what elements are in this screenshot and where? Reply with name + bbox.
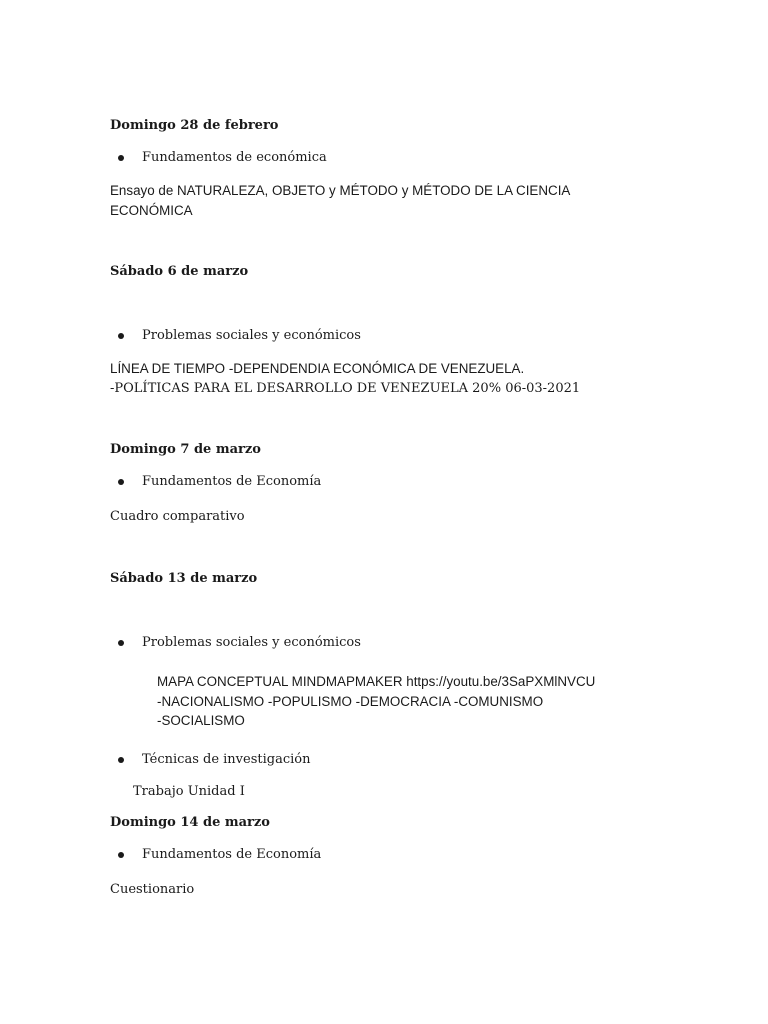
task-line: -SOCIALISMO (157, 713, 245, 728)
task-line: Ensayo de NATURALEZA, OBJETO y MÉTODO y MÉTODO DE LA CIENCIA (110, 183, 571, 198)
task-line: -NACIONALISMO -POPULISMO -DEMOCRACIA -COMUNISMO (157, 693, 544, 709)
bullet-icon (118, 333, 124, 339)
bullet-icon (118, 852, 124, 858)
task-line: LÍNEA DE TIEMPO -DEPENDENDIA ECONÓMICA DE VENEZUELA. (110, 361, 525, 376)
date-heading: Sábado 6 de marzo (110, 264, 249, 279)
task-description (110, 181, 570, 220)
subject-label: Técnicas de investigación (142, 752, 311, 767)
task-line: -POLÍTICAS PARA EL DESARROLLO DE VENEZUELA 20% 06-03-2021 (110, 380, 581, 396)
bullet-icon (118, 640, 124, 646)
task-description: Cuadro comparativo (110, 509, 245, 524)
task-description: Trabajo Unidad I (133, 784, 245, 799)
subject-label: Fundamentos de económica (142, 150, 327, 165)
bullet-icon (118, 757, 124, 763)
date-heading: Domingo 7 de marzo (110, 442, 261, 457)
task-line: ECONÓMICA (110, 202, 193, 218)
subject-label: Problemas sociales y económicos (142, 635, 361, 650)
date-heading: Sábado 13 de marzo (110, 571, 258, 586)
subject-label: Fundamentos de Economía (142, 847, 322, 862)
task-description: Cuestionario (110, 882, 195, 897)
task-description (157, 672, 595, 731)
subject-label: Problemas sociales y económicos (142, 328, 361, 343)
bullet-icon (118, 479, 124, 485)
date-heading: Domingo 28 de febrero (110, 118, 279, 133)
task-description (110, 359, 580, 398)
subject-label: Fundamentos de Economía (142, 474, 322, 489)
bullet-icon (118, 155, 124, 161)
task-line: MAPA CONCEPTUAL MINDMAPMAKER https://youtu.be/3SaPXMlNVCU (157, 674, 596, 689)
date-heading: Domingo 14 de marzo (110, 815, 270, 830)
